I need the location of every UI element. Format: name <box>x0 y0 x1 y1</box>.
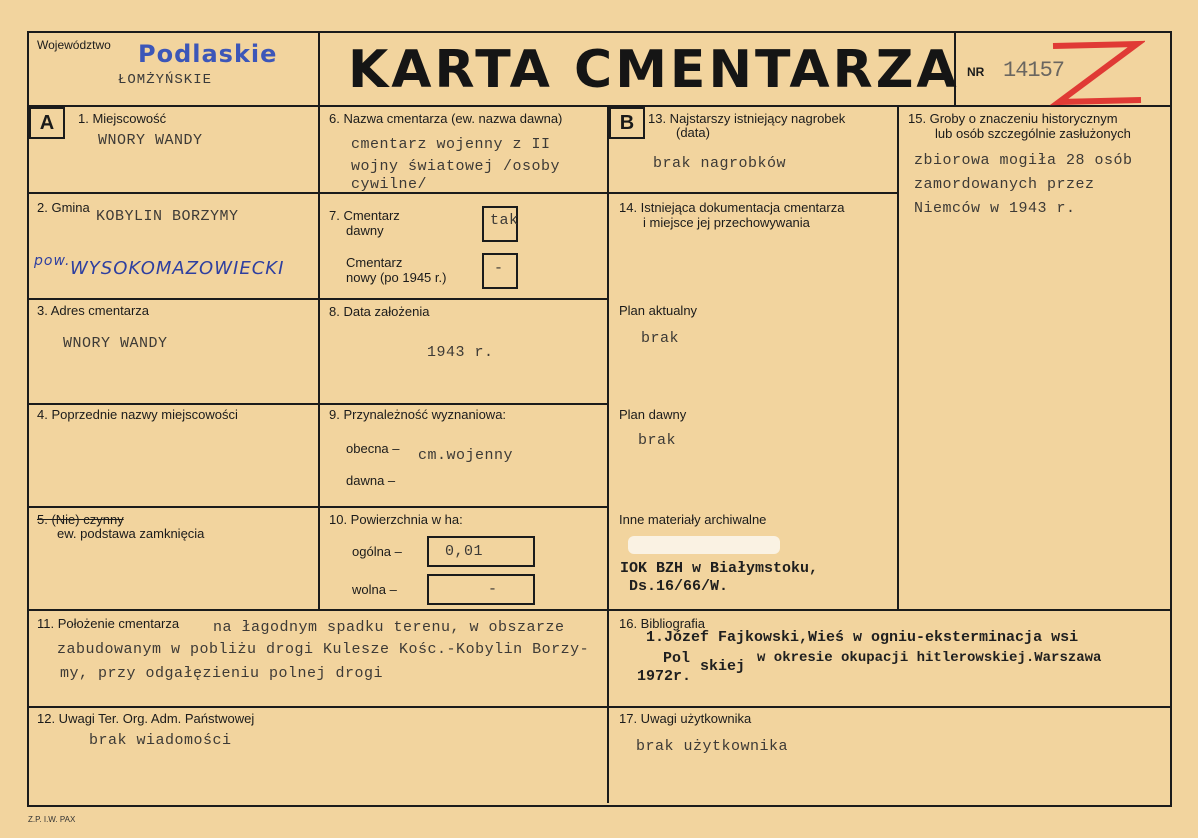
divider <box>27 609 1170 611</box>
f9-obecna-value: cm.wojenny <box>418 447 514 464</box>
divider <box>607 105 609 803</box>
divider <box>27 105 1170 107</box>
f8-value: 1943 r. <box>427 344 494 361</box>
f14-label-sub: i miejsce jej przechowywania <box>643 215 810 230</box>
f7-nowy-value: - <box>494 260 504 277</box>
f11-line3: my, przy odgałęzieniu polnej drogi <box>60 665 384 682</box>
divider <box>27 506 609 508</box>
f6-line3: cywilne/ <box>351 176 428 193</box>
f10-label: 10. Powierzchnia w ha: <box>329 512 463 527</box>
f16-line3: 1972r. <box>637 668 692 685</box>
f9-label: 9. Przynależność wyznaniowa: <box>329 407 507 422</box>
f16-line2c: w okresie okupacji hitlerowskiej.Warszawa <box>757 650 1102 666</box>
wojewodztwo-old-stamp: ŁOMŻYŃSKIE <box>118 72 213 88</box>
f12-label: 12. Uwagi Ter. Org. Adm. Państwowej <box>37 711 255 726</box>
f5-label-sub: ew. podstawa zamknięcia <box>57 526 205 541</box>
inne-line2: Ds.16/66/W. <box>629 578 729 595</box>
divider <box>607 192 899 194</box>
printer-imprint: Z.P. I.W. PAX <box>28 815 76 824</box>
section-b-box: B <box>609 107 645 139</box>
f17-label: 17. Uwagi użytkownika <box>619 711 752 726</box>
divider <box>27 403 609 405</box>
inne-label: Inne materiały archiwalne <box>619 512 767 527</box>
f11-line2: zabudowanym w pobliżu drogi Kulesze Kośc.-Kobylin Borzy- <box>57 641 590 658</box>
f7-dawny-value: tak <box>490 212 519 229</box>
divider <box>27 192 609 194</box>
wojewodztwo-stamp: Podlaskie <box>138 40 278 68</box>
f13-value: brak nagrobków <box>653 155 787 172</box>
f2-pow-handwriting: pow. <box>34 253 71 269</box>
f7-nowy-label-sub: nowy (po 1945 r.) <box>346 270 447 285</box>
f1-value: WNORY WANDY <box>98 132 203 149</box>
f6-line2: wojny światowej /osoby <box>351 158 561 175</box>
f15-line1: zbiorowa mogiła 28 osób <box>914 152 1133 169</box>
f16-line2b: skiej <box>700 658 746 675</box>
inne-line1: IOK BZH w Białymstoku, <box>620 560 819 577</box>
f11-line1: na łagodnym spadku terenu, w obszarze <box>213 619 565 636</box>
f9-dawna-label: dawna – <box>346 473 396 488</box>
f13-label: 13. Najstarszy istniejący nagrobek <box>648 111 846 126</box>
nr-label: NR <box>967 65 985 79</box>
f15-line3: Niemców w 1943 r. <box>914 200 1076 217</box>
f15-line2: zamordowanych przez <box>914 176 1095 193</box>
f3-value: WNORY WANDY <box>63 335 168 352</box>
f14-label: 14. Istniejąca dokumentacja cmentarza <box>619 200 845 215</box>
plan-aktualny-label: Plan aktualny <box>619 303 698 318</box>
f7-label: 7. Cmentarz <box>329 208 400 223</box>
plan-dawny-value: brak <box>638 432 677 449</box>
f6-line1: cmentarz wojenny z II <box>351 136 551 153</box>
f10-wolna-box <box>427 574 535 605</box>
f8-label: 8. Data założenia <box>329 304 430 319</box>
f10-ogolna-value: 0,01 <box>445 543 484 560</box>
f9-obecna-label: obecna – <box>346 441 400 456</box>
f4-label: 4. Poprzednie nazwy miejscowości <box>37 407 238 422</box>
f17-value: brak użytkownika <box>636 738 789 755</box>
divider <box>27 298 609 300</box>
f13-label-sub: (data) <box>676 125 710 140</box>
plan-aktualny-value: brak <box>641 330 680 347</box>
f16-line1: 1.Józef Fajkowski,Wieś w ogniu-eksterminacja wsi <box>646 629 1079 646</box>
f5-label: 5. (Nie) czynny <box>37 512 124 527</box>
f11-label: 11. Położenie cmentarza <box>37 616 180 631</box>
card-title: KARTA CMENTARZA <box>348 40 960 100</box>
divider <box>318 31 320 107</box>
divider <box>318 105 320 610</box>
f16-label: 16. Bibliografia <box>619 616 705 631</box>
f15-label: 15. Groby o znaczeniu historycznym <box>908 111 1118 126</box>
f12-value: brak wiadomości <box>89 732 232 749</box>
white-out-mark <box>628 536 780 554</box>
z-mark-icon <box>1045 40 1145 110</box>
divider <box>27 706 1170 708</box>
f2-label: 2. Gmina <box>37 200 90 215</box>
f7-nowy-label: Cmentarz <box>346 255 403 270</box>
f6-label: 6. Nazwa cmentarza (ew. nazwa dawna) <box>329 111 563 126</box>
plan-dawny-label: Plan dawny <box>619 407 687 422</box>
f3-label: 3. Adres cmentarza <box>37 303 149 318</box>
f10-wolna-value: - <box>488 581 498 598</box>
wojewodztwo-label: Województwo <box>37 38 111 52</box>
f16-line2a: Pol <box>663 650 691 667</box>
f10-ogolna-label: ogólna – <box>352 544 402 559</box>
f2-value: KOBYLIN BORZYMY <box>96 208 239 225</box>
divider <box>897 105 899 610</box>
section-a-box: A <box>29 107 65 139</box>
f1-label: 1. Miejscowość <box>78 111 167 126</box>
f7-label-dawny: dawny <box>346 223 384 238</box>
nr-value: 14157 <box>1003 58 1065 83</box>
f2-powiat-handwriting: WYSOKOMAZOWIECKI <box>70 258 285 279</box>
f15-label-sub: lub osób szczególnie zasłużonych <box>935 126 1131 141</box>
f10-wolna-label: wolna – <box>352 582 397 597</box>
